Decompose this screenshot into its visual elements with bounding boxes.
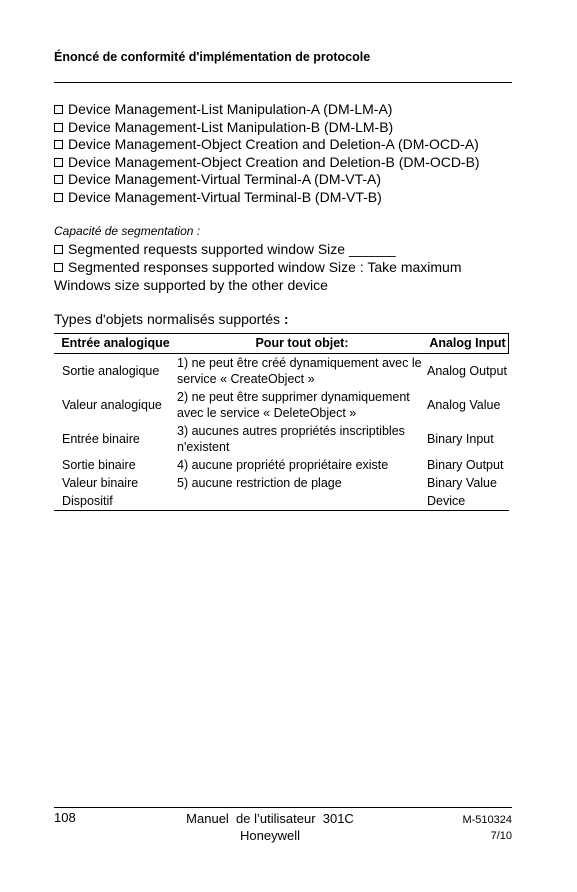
table-cell: 5) aucune restriction de plage xyxy=(177,476,342,490)
footer-right xyxy=(400,812,512,844)
checkbox-icon xyxy=(54,193,63,202)
segmented-responses-text: Segmented responses supported window Size : Take maximum xyxy=(68,259,462,275)
table-header-cell: Entrée analogique xyxy=(54,334,177,354)
table-cell: Binary Input xyxy=(427,432,494,446)
page-header-title: Énoncé de conformité d'implémentation de protocole xyxy=(54,50,371,64)
checkbox-icon xyxy=(54,175,63,184)
object-types-table xyxy=(54,333,509,511)
checklist-item-label: Device Management-List Manipulation-A (DM-LM-A) xyxy=(68,101,393,117)
table-header-cell: Analog Input xyxy=(427,334,509,354)
footer-company: Honeywell xyxy=(240,828,300,843)
checkbox-icon xyxy=(54,158,63,167)
table-cell: 4) aucune propriété propriétaire existe xyxy=(177,458,389,472)
table-cell: 2) ne peut être supprimer dynamiquement avec le service « DeleteObject » xyxy=(177,390,410,420)
checklist-item-label: Device Management-Virtual Terminal-A (DM-VT-A) xyxy=(68,171,382,187)
object-types-title xyxy=(54,311,289,327)
table-cell: Binary Output xyxy=(427,458,504,472)
table-row xyxy=(54,474,509,492)
segmented-responses-continuation: Windows size supported by the other device xyxy=(54,277,328,293)
table-cell: Device xyxy=(427,492,509,511)
segmented-requests-text: Segmented requests supported window Size ______ xyxy=(68,241,396,257)
table-cell: Entrée binaire xyxy=(62,432,140,446)
checkbox-icon xyxy=(54,123,63,132)
table-row xyxy=(54,354,509,389)
checkbox-icon xyxy=(54,140,63,149)
checklist-item xyxy=(54,136,524,154)
checklist-item xyxy=(54,189,524,207)
segmentation-label: Capacité de segmentation : xyxy=(54,224,201,238)
table-cell: Valeur binaire xyxy=(62,476,139,490)
table-row xyxy=(54,388,509,422)
checklist-item-label: Device Management-Object Creation and Deletion-B (DM-OCD-B) xyxy=(68,153,480,170)
checklist-item xyxy=(54,119,524,137)
footer-page-number: 108 xyxy=(54,810,76,825)
header-rule xyxy=(54,82,512,83)
checklist-item-label: Device Management-List Manipulation-B (DM-LM-B) xyxy=(68,118,394,135)
table-cell: Sortie binaire xyxy=(62,458,136,472)
segmented-requests-item xyxy=(54,240,524,258)
table-cell: 1) ne peut être créé dynamiquement avec le service « CreateObject » xyxy=(177,356,422,386)
table-cell: 3) aucunes autres propriétés inscriptibles n'existent xyxy=(177,424,405,454)
table-row xyxy=(54,422,509,456)
checklist-item xyxy=(54,154,524,172)
table-cell: Analog Value xyxy=(427,398,501,412)
checklist-item xyxy=(54,171,524,189)
object-types-title-colon: : xyxy=(283,311,289,327)
checklist-item xyxy=(54,101,524,119)
table-row xyxy=(54,456,509,474)
object-types-title-text: Types d'objets normalisés supportés xyxy=(54,311,281,327)
checklist xyxy=(54,101,524,206)
checklist-item-label: Device Management-Virtual Terminal-B (DM-VT-B) xyxy=(68,188,382,205)
table-cell: Analog Output xyxy=(427,364,507,378)
footer-rule xyxy=(54,807,512,808)
footer-doc-number: M-510324 xyxy=(462,814,512,826)
table-header-row xyxy=(54,334,509,354)
footer-center xyxy=(170,810,370,844)
checklist-item-label: Device Management-Object Creation and Deletion-A (DM-OCD-A) xyxy=(68,136,479,152)
table-cell: Binary Value xyxy=(427,476,497,490)
checkbox-icon xyxy=(54,245,63,254)
footer-manual-title: Manuel de l’utilisateur 301C xyxy=(186,811,354,826)
segmented-responses-item xyxy=(54,258,524,276)
table-cell: Dispositif xyxy=(54,492,177,511)
table-cell: Sortie analogique xyxy=(62,364,160,378)
segmentation-block xyxy=(54,240,524,294)
table-header-cell: Pour tout objet: xyxy=(177,334,427,354)
checkbox-icon xyxy=(54,263,63,272)
table-cell: Valeur analogique xyxy=(62,398,162,412)
table-row xyxy=(54,492,509,511)
footer-date: 7/10 xyxy=(490,830,512,842)
checkbox-icon xyxy=(54,105,63,114)
table-cell xyxy=(177,492,427,511)
